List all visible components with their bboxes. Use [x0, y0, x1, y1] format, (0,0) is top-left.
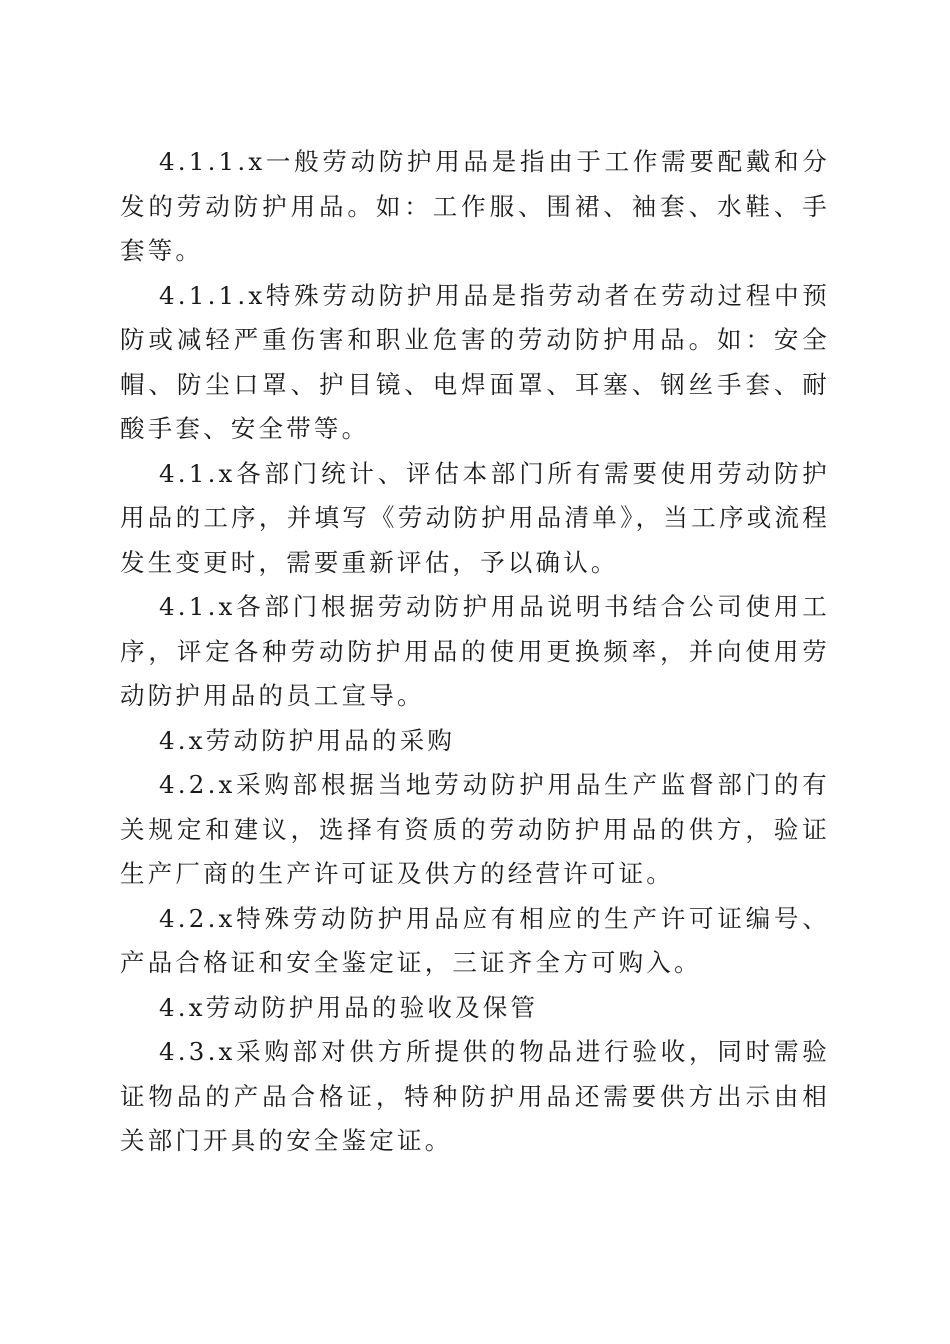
section-heading-procurement: 4.x劳动防护用品的采购 [159, 725, 456, 755]
paragraph-general-ppe-definition: 4.1.1.x一般劳动防护用品是指由于工作需要配戴和分发的劳动防护用品。如：工作服、围裙、袖套、水鞋、手套等。 [120, 147, 830, 265]
document-body [120, 140, 830, 1164]
paragraph-special-ppe-definition: 4.1.1.x特殊劳动防护用品是指劳动者在劳动过程中预防或减轻严重伤害和职业危害的劳动防护用品。如：安全帽、防尘口罩、护目镜、电焊面罩、耳塞、钢丝手套、耐酸手套、安全带等。 [120, 280, 830, 443]
paragraph-special-ppe-certificates: 4.2.x特殊劳动防护用品应有相应的生产许可证编号、产品合格证和安全鉴定证，三证齐全方可购入。 [120, 903, 830, 977]
paragraph-department-assessment: 4.1.x各部门统计、评估本部门所有需要使用劳动防护用品的工序，并填写《劳动防护用品清单》，当工序或流程发生变更时，需要重新评估，予以确认。 [120, 458, 830, 577]
section-heading-acceptance-storage: 4.x劳动防护用品的验收及保管 [159, 992, 539, 1022]
paragraph-supplier-selection: 4.2.x采购部根据当地劳动防护用品生产监督部门的有关规定和建议，选择有资质的劳动防护用品的供方，验证生产厂商的生产许可证及供方的经营许可证。 [120, 770, 830, 888]
paragraph-replacement-frequency: 4.1.x各部门根据劳动防护用品说明书结合公司使用工序，评定各种劳动防护用品的使用更换频率，并向使用劳动防护用品的员工宣导。 [120, 592, 830, 710]
paragraph-acceptance-inspection: 4.3.x采购部对供方所提供的物品进行验收，同时需验证物品的产品合格证，特种防护用品还需要供方出示由相关部门开具的安全鉴定证。 [120, 1037, 830, 1155]
